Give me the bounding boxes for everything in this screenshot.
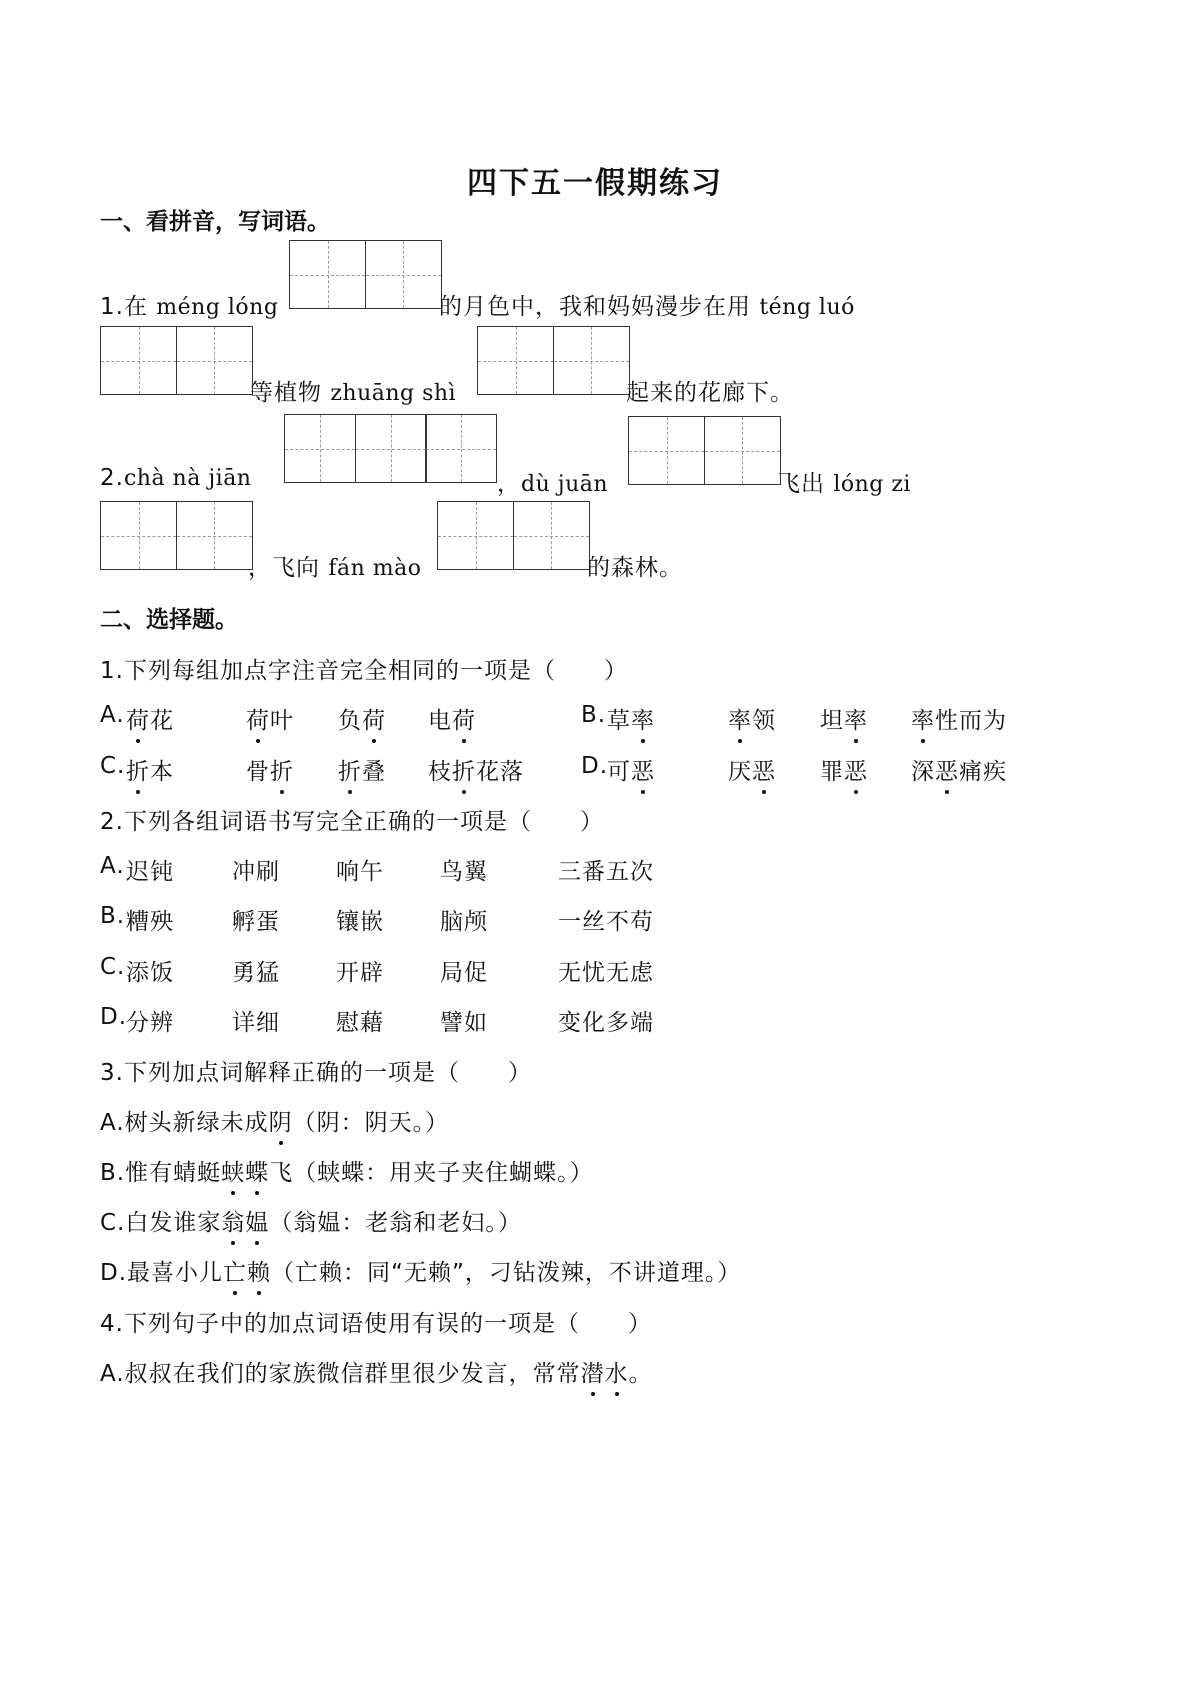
- text: 叶: [270, 708, 294, 734]
- s1-q2-line1-rest: [777, 465, 911, 498]
- s2-q1-word: [338, 702, 386, 735]
- s2-q3-option-d: [100, 1254, 741, 1287]
- s1-q1-end: 起来的花廊下。: [626, 380, 794, 406]
- s1-q1-line1-rest: [439, 288, 855, 321]
- s2-q1-stem: 1.下列每组加点字注音完全相同的一项是（ ）: [100, 658, 628, 684]
- dotted-char: 折: [126, 753, 150, 786]
- dotted-char: 荷: [126, 702, 150, 735]
- dotted-char: 蝶: [245, 1154, 269, 1187]
- dotted-char: 率: [728, 702, 752, 735]
- answer-cell[interactable]: [704, 416, 781, 485]
- pinyin-cha-na-jian: chà nà jiān: [123, 466, 252, 491]
- s1-q2-end: 的森林。: [587, 555, 683, 581]
- s2-q2-stem: 2.下列各组词语书写完全正确的一项是（ ）: [100, 809, 604, 835]
- s2-q2-word: 譬如: [440, 1009, 488, 1036]
- text: 飞（蛱蝶：用夹子夹住蝴蝶。）: [269, 1160, 594, 1186]
- s2-q1-word: [338, 753, 386, 786]
- answer-cell[interactable]: [355, 414, 427, 483]
- answer-boxes-zhuang-shi[interactable]: [477, 326, 628, 395]
- pinyin-zhuang-shi: zhuāng shì: [330, 381, 457, 406]
- s2-q2-word: 三番五次: [558, 859, 654, 885]
- text: 负: [338, 708, 362, 734]
- s2-q1-option-a-label: A.: [100, 702, 125, 728]
- dotted-char: 恶: [844, 753, 868, 786]
- dotted-char: 赖: [247, 1254, 271, 1287]
- s2-q2-word: 详细: [232, 1009, 280, 1036]
- text: （翁媪：老翁和老妇。）: [269, 1210, 522, 1236]
- s2-q1-word: [126, 702, 174, 735]
- s1-q2-line1: [100, 465, 251, 491]
- s2-q2-word: 迟钝: [126, 859, 174, 885]
- text: 厌: [728, 759, 752, 785]
- answer-boxes-fan-mao[interactable]: [437, 501, 588, 570]
- s2-q3-option-c: [100, 1204, 522, 1237]
- s2-q1-word: [607, 753, 655, 786]
- s2-q2-word: 镶嵌: [336, 909, 384, 936]
- s2-q1-word: [820, 702, 868, 735]
- dotted-char: 荷: [362, 702, 386, 735]
- answer-cell[interactable]: [289, 240, 366, 309]
- s2-q2-word: 添饭: [126, 959, 174, 986]
- s2-q1-word: [428, 753, 524, 786]
- s2-q1-word: [607, 702, 655, 735]
- s2-q2-word: 脑颅: [440, 909, 488, 936]
- dotted-char: 折: [452, 753, 476, 786]
- s1-q1-line2: [250, 374, 456, 407]
- s2-q1-word: [911, 702, 1007, 735]
- text: 草: [607, 708, 631, 734]
- text: A.叔叔在我们的家族微信群里很少发言，常常: [100, 1361, 581, 1387]
- text: 坦: [820, 708, 844, 734]
- s2-q1-word: [126, 753, 174, 786]
- text: 可: [607, 759, 631, 785]
- s2-q1-option-c-label: C.: [100, 753, 126, 779]
- s1-q2-line1-mid: [497, 465, 608, 498]
- s1-q1-text: 的月色中，我和妈妈漫步在用: [439, 294, 751, 320]
- pinyin-meng-long: méng lóng: [156, 295, 279, 320]
- s2-q1-word: [246, 702, 294, 735]
- text: D.最喜小儿: [100, 1260, 224, 1286]
- s2-q1-option-b-label: B.: [581, 702, 607, 728]
- text: 性而为: [935, 708, 1007, 734]
- answer-cell[interactable]: [553, 326, 630, 395]
- text: 本: [150, 759, 174, 785]
- dotted-char: 恶: [631, 753, 655, 786]
- text: （亡赖：同“无赖”，刁钻泼辣，不讲道理。）: [271, 1260, 742, 1286]
- section-2-heading: 二、选择题。: [100, 606, 238, 633]
- s2-q3-stem: 3.下列加点词解释正确的一项是（ ）: [100, 1060, 532, 1086]
- comma: ，: [497, 471, 521, 497]
- text: 叠: [362, 759, 386, 785]
- dotted-char: 亡: [223, 1254, 247, 1287]
- text: 骨: [246, 759, 270, 785]
- text: 深: [911, 759, 935, 785]
- s1-q1-text: 等植物: [250, 380, 322, 406]
- s2-q2-word: 冲刷: [232, 859, 280, 885]
- pinyin-teng-luo: téng luó: [759, 295, 855, 320]
- dotted-char: 荷: [246, 702, 270, 735]
- dotted-char: 率: [844, 702, 868, 735]
- dotted-char: 率: [911, 702, 935, 735]
- s1-q1-prefix: 1.在: [100, 294, 148, 320]
- text: 电: [428, 708, 452, 734]
- answer-cell[interactable]: [425, 414, 497, 483]
- s2-q2-option-label: B.: [100, 903, 126, 930]
- s2-q2-option-label: A.: [100, 853, 125, 879]
- s2-q2-word: 开辟: [336, 959, 384, 986]
- s2-q2-word: 孵蛋: [232, 909, 280, 936]
- s2-q2-word: 响午: [336, 859, 384, 885]
- s2-q1-option-d-label: D.: [581, 753, 609, 779]
- text: 花: [150, 708, 174, 734]
- s2-q1-word: [728, 753, 776, 786]
- answer-cell[interactable]: [628, 416, 705, 485]
- answer-boxes-long-zi[interactable]: [100, 501, 251, 570]
- s1-q2-prefix: 2.: [100, 465, 124, 491]
- dotted-char: 蛱: [221, 1154, 245, 1187]
- dotted-char: 率: [631, 702, 655, 735]
- text: 。: [628, 1361, 653, 1387]
- text: 枝: [428, 759, 452, 785]
- s1-q1-line1: [100, 288, 278, 321]
- page-title: 四下五一假期练习: [467, 166, 723, 201]
- s2-q2-word: 局促: [440, 959, 488, 986]
- s2-q2-option-label: D.: [100, 1003, 128, 1030]
- dotted-char: 荷: [452, 702, 476, 735]
- dotted-char: 阴: [269, 1104, 293, 1137]
- answer-boxes-meng-long[interactable]: [289, 240, 440, 309]
- text: 痛疾: [959, 759, 1007, 785]
- dotted-char: 潜: [581, 1355, 605, 1388]
- section-1-heading: 一、看拼音，写词语。: [100, 208, 330, 235]
- dotted-char: 水: [605, 1355, 629, 1388]
- s2-q2-word: 分辨: [126, 1009, 174, 1036]
- answer-cell[interactable]: [365, 240, 442, 309]
- text: 领: [752, 708, 776, 734]
- pinyin-fan-mao: fán mào: [328, 556, 422, 581]
- answer-cell[interactable]: [100, 501, 177, 570]
- s2-q1-word: [246, 753, 294, 786]
- answer-cell[interactable]: [284, 414, 356, 483]
- answer-cell[interactable]: [176, 501, 253, 570]
- s2-q4-stem: 4.下列句子中的加点词语使用有误的一项是（ ）: [100, 1311, 652, 1337]
- text: 花落: [476, 759, 524, 785]
- answer-boxes-du-juan[interactable]: [628, 416, 779, 485]
- s2-q2-option-label: C.: [100, 953, 126, 980]
- s1-q2-text: ，飞向: [248, 555, 320, 581]
- s2-q1-word: [428, 702, 476, 735]
- s2-q1-word: [728, 702, 776, 735]
- text: C.白发谁家: [100, 1210, 222, 1236]
- pinyin-du-juan: dù juān: [521, 472, 609, 497]
- s2-q3-option-a: [100, 1104, 449, 1137]
- s2-q1-word: [911, 753, 1007, 786]
- s2-q4-option-a: [100, 1355, 653, 1388]
- answer-cell[interactable]: [437, 501, 514, 570]
- text: B.惟有蜻蜓: [100, 1160, 222, 1186]
- s2-q2-word: 变化多端: [558, 1009, 654, 1036]
- s1-q2-text: 飞出: [777, 471, 825, 497]
- answer-boxes-cha-na-jian[interactable]: [284, 414, 496, 483]
- s2-q2-word: 一丝不苟: [558, 909, 654, 936]
- s2-q2-word: 鸟翼: [440, 859, 488, 885]
- answer-cell[interactable]: [176, 326, 253, 395]
- answer-cell[interactable]: [100, 326, 177, 395]
- answer-boxes-teng-luo[interactable]: [100, 326, 251, 395]
- dotted-char: 翁: [221, 1204, 245, 1237]
- dotted-char: 媪: [245, 1204, 269, 1237]
- text: A.树头新绿未成: [100, 1110, 269, 1136]
- dotted-char: 折: [338, 753, 362, 786]
- text: 罪: [820, 759, 844, 785]
- s2-q2-word: 无忧无虑: [558, 959, 654, 986]
- s2-q3-option-b: [100, 1154, 594, 1187]
- dotted-char: 恶: [752, 753, 776, 786]
- answer-cell[interactable]: [513, 501, 590, 570]
- pinyin-long-zi: lóng zi: [833, 472, 911, 497]
- s1-q2-line2: [248, 549, 421, 582]
- dotted-char: 恶: [935, 753, 959, 786]
- answer-cell[interactable]: [477, 326, 554, 395]
- s2-q2-word: 糟殃: [126, 909, 174, 936]
- text: （阴：阴天。）: [292, 1110, 450, 1136]
- s2-q2-word: 慰藉: [336, 1009, 384, 1036]
- s2-q2-word: 勇猛: [232, 959, 280, 986]
- dotted-char: 折: [270, 753, 294, 786]
- s2-q1-word: [820, 753, 868, 786]
